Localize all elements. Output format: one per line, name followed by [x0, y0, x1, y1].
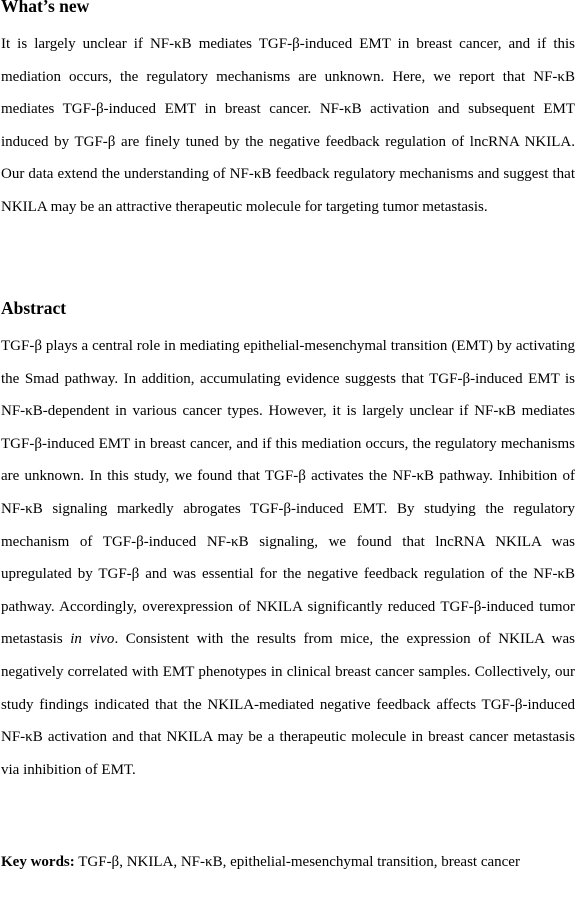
keywords-list: TGF-β, NKILA, NF-κB, epithelial-mesenchymal transition, breast cancer [74, 854, 520, 870]
abstract-text-part-2: . Consistent with the results from mice, the expression of NKILA was negatively correlated with EMT phenotypes in clinical breast cancer samples. Collectively, our study findings indicated that the NKILA-mediated negative feedback affects TGF-β-induced NF-κB activation and that NKILA may be a therapeutic molecule in breast cancer metastasis via inhibition of EMT. [1, 631, 576, 778]
keywords-label: Key words: [1, 854, 75, 870]
keywords-paragraph [1, 846, 575, 879]
abstract-text-part-1: TGF-β plays a central role in mediating epithelial-mesenchymal transition (EMT) by activating the Smad pathway. In addition, accumulating evidence suggests that TGF-β-induced EMT is NF-κB-dependent in various cancer types. However, it is largely unclear if NF-κB mediates TGF-β-induced EMT in breast cancer, and if this mediation occurs, the regulatory mechanisms are unknown. In this study, we found that TGF-β activates the NF-κB pathway. Inhibition of NF-κB signaling markedly abrogates TGF-β-induced EMT. By studying the regulatory mechanism of TGF-β-induced NF-κB signaling, we found that lncRNA NKILA was upregulated by TGF-β and was essential for the negative feedback regulation of the NF-κB pathway. Accordingly, overexpression of NKILA significantly reduced TGF-β-induced tumor metastasis [1, 338, 575, 648]
whats-new-heading: What’s new [1, 0, 90, 16]
abstract-italic-in-vivo: in vivo [70, 631, 115, 648]
abstract-heading: Abstract [1, 298, 67, 318]
abstract-paragraph [1, 330, 575, 786]
whats-new-paragraph: It is largely unclear if NF-κB mediates TGF-β-induced EMT in breast cancer, and if this mediation occurs, the regulatory mechanisms are unknown. Here, we report that NF-κB mediates TGF-β-induced EMT in breast cancer. NF-κB activation and subsequent EMT induced by TGF-β are finely tuned by the negative feedback regulation of lncRNA NKILA. Our data extend the understanding of NF-κB feedback regulatory mechanisms and suggest that NKILA may be an attractive therapeutic molecule for targeting tumor metastasis. [1, 36, 575, 215]
